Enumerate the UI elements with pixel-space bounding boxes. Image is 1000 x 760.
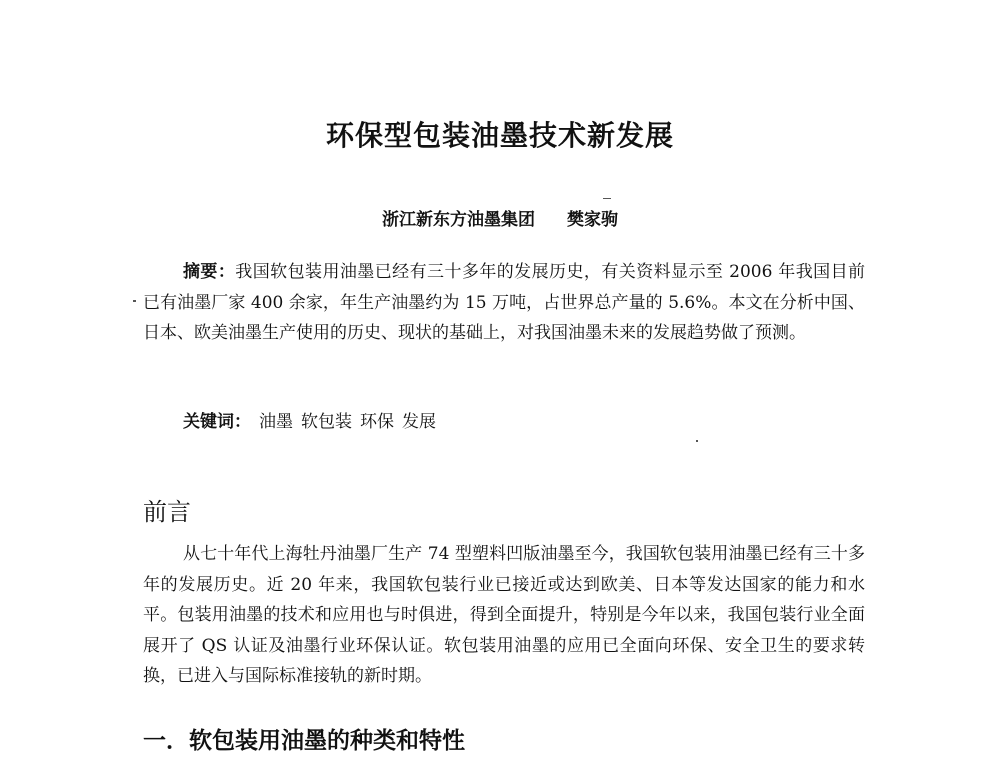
scan-speck <box>603 198 611 199</box>
scan-speck <box>133 300 136 302</box>
document-title: 环保型包装油墨技术新发展 <box>325 119 674 152</box>
abstract-paragraph <box>143 257 865 349</box>
section-heading: 一．软包装用油墨的种类和特性 <box>143 728 465 754</box>
keyword: 软包装 <box>301 412 352 432</box>
keyword: 发展 <box>402 412 436 432</box>
author-name: 樊家驹 <box>566 210 618 230</box>
author-organization: 浙江新东方油墨集团 <box>382 210 536 230</box>
scan-speck <box>696 440 698 442</box>
abstract-text: 我国软包装用油墨已经有三十多年的发展历史，有关资料显示至 2006 年我国目前已有油墨厂家 400 余家，年生产油墨约为 15 万吨，占世界总产量的 5.6%。本文在分析中国、日本、欧美油墨生产使用的历史、现状的基础上，对我国油墨未来的发展趋势做了预测。 <box>143 262 865 343</box>
abstract-label: 摘要： <box>183 262 236 282</box>
preface-heading: 前言 <box>143 498 191 526</box>
preface-paragraph: 从七十年代上海牡丹油墨厂生产 74 型塑料凹版油墨至今，我国软包装用油墨已经有三十多年的发展历史。近 20 年来，我国软包装行业已接近或达到欧美、日本等发达国家的能力和水平。包装用油墨的技术和应用也与时俱进，得到全面提升，特别是今年以来，我国包装行业全面展开了 QS 认证及油墨行业环保认证。软包装用油墨的应用已全面向环保、安全卫生的要求转换，已进入与国际标准接轨的新时期。 <box>143 544 865 686</box>
author-line <box>0 205 1000 230</box>
keywords-label: 关键词： <box>183 412 251 432</box>
keyword: 油墨 <box>259 412 293 432</box>
keywords-line <box>183 407 436 438</box>
keyword: 环保 <box>360 412 394 432</box>
